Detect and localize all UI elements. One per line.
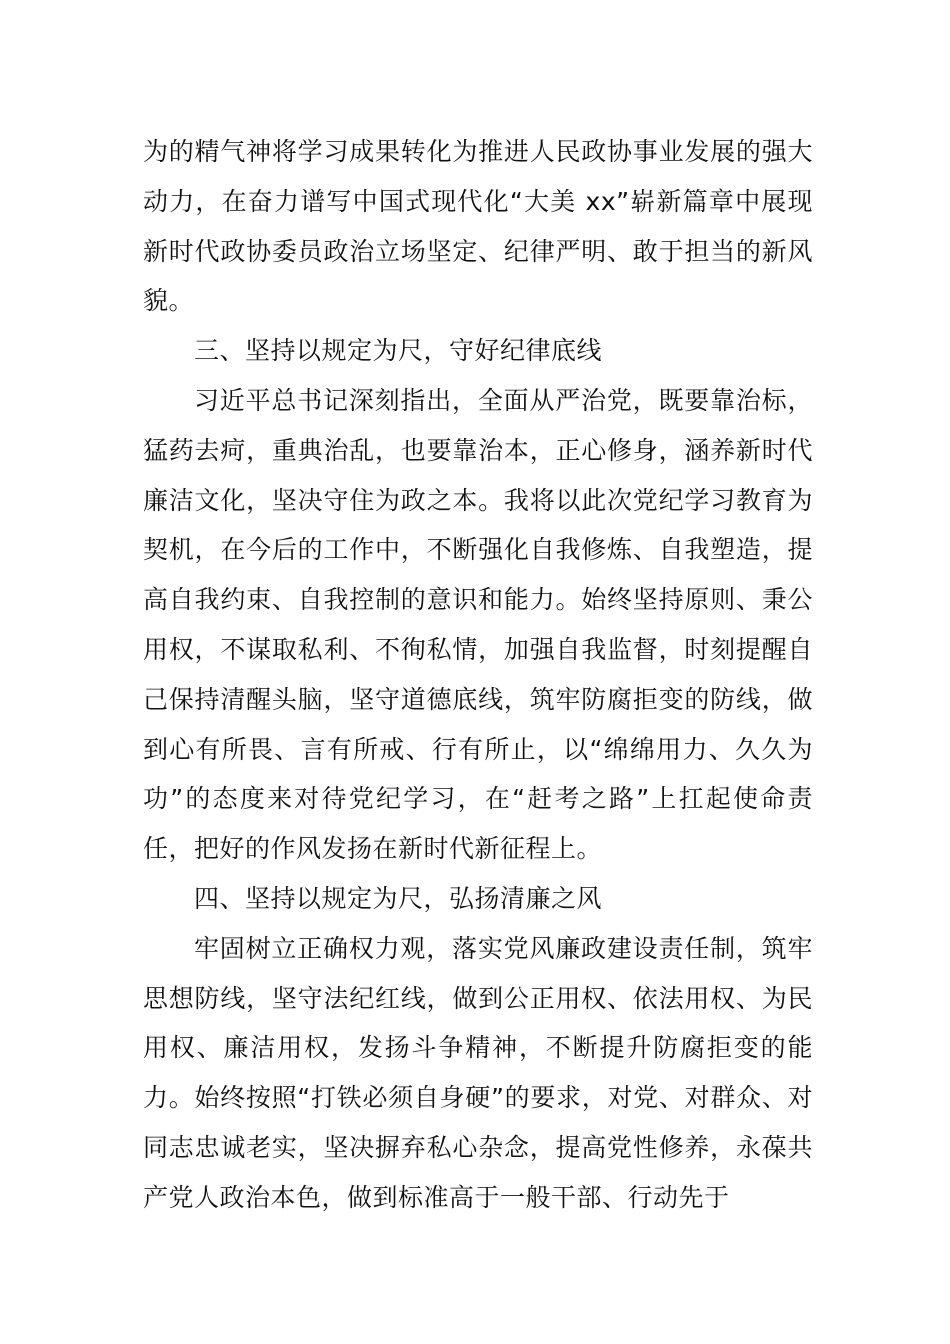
document-body xyxy=(143,127,813,1223)
body-paragraph: 习近平总书记深刻指出，全面从严治党，既要靠治标，猛药去疴，重典治乱，也要靠治本，正心修身，涵养新时代廉洁文化，坚决守住为政之本。我将以此次党纪学习教育为契机，在今后的工作中，不断强化自我修炼、自我塑造，提高自我约束、自我控制的意识和能力。始终坚持原则、秉公用权，不谋取私利、不徇私情，加强自我监督，时刻提醒自己保持清醒头脑，坚守道德底线，筑牢防腐拒变的防线，做到心有所畏、言有所戒、行有所止，以“绵绵用力、久久为功”的态度来对待党纪学习，在“赶考之路”上扛起使命责任，把好的作风发扬在新时代新征程上。 xyxy=(143,385,813,864)
body-paragraph: 为的精气神将学习成果转化为推进人民政协事业发展的强大动力，在奋力谱写中国式现代化“大美 xx”崭新篇章中展现新时代政协委员政治立场坚定、纪律严明、敢于担当的新风貌。 xyxy=(143,137,813,316)
section-heading-4: 四、坚持以规定为尺，弘扬清廉之风 xyxy=(194,883,603,913)
section-heading-3: 三、坚持以规定为尺，守好纪律底线 xyxy=(194,336,603,366)
body-paragraph: 牢固树立正确权力观，落实党风廉政建设责任制，筑牢思想防线，坚守法纪红线，做到公正用权、依法用权、为民用权、廉洁用权，发扬斗争精神，不断提升防腐拒变的能力。始终按照“打铁必须自身硬”的要求，对党、对群众、对同志忠诚老实，坚决摒弃私心杂念，提高党性修养，永葆共产党人政治本色，做到标准高于一般干部、行动先于 xyxy=(143,933,813,1212)
